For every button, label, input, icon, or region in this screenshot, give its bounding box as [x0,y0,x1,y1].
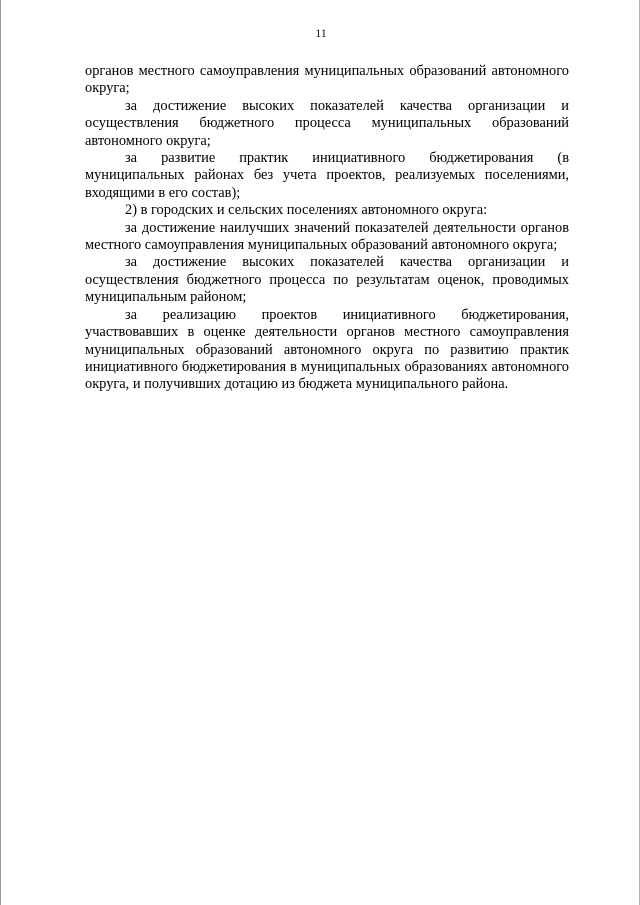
paragraph-initiative-projects: за реализацию проектов инициативного бюджетирования, участвовавших в оценке деятельности органов местного самоуправления муниципальных образований автономного округа по развитию практик инициативного бюджетирования в муниципальных образованиях автономного округа, и получивших дотацию из бюджета муниципального района. [85,306,569,393]
paragraph-settlements-heading: 2) в городских и сельских поселениях автономного округа: [125,202,488,219]
document-body [85,63,569,394]
paragraph-continuation: органов местного самоуправления муниципальных образований автономного округа; [85,63,569,97]
paragraph-budget-process-quality: за достижение высоких показателей качества организации и осуществления бюджетного процесса муниципальных образований автономного округа; [85,97,569,149]
page-number: 11 [315,26,327,40]
paragraph-initiative-budgeting-development: за развитие практик инициативного бюджетирования (в муниципальных районах без учета проектов, реализуемых поселениями, входящими в его состав); [85,150,569,201]
paragraph-budget-process-assessment: за достижение высоких показателей качества организации и осуществления бюджетного процесса по результатам оценок, проводимых муниципальным районом; [85,254,569,306]
paragraph-best-indicators: за достижение наилучших значений показателей деятельности органов местного самоуправления муниципальных образований автономного округа; [85,219,569,254]
